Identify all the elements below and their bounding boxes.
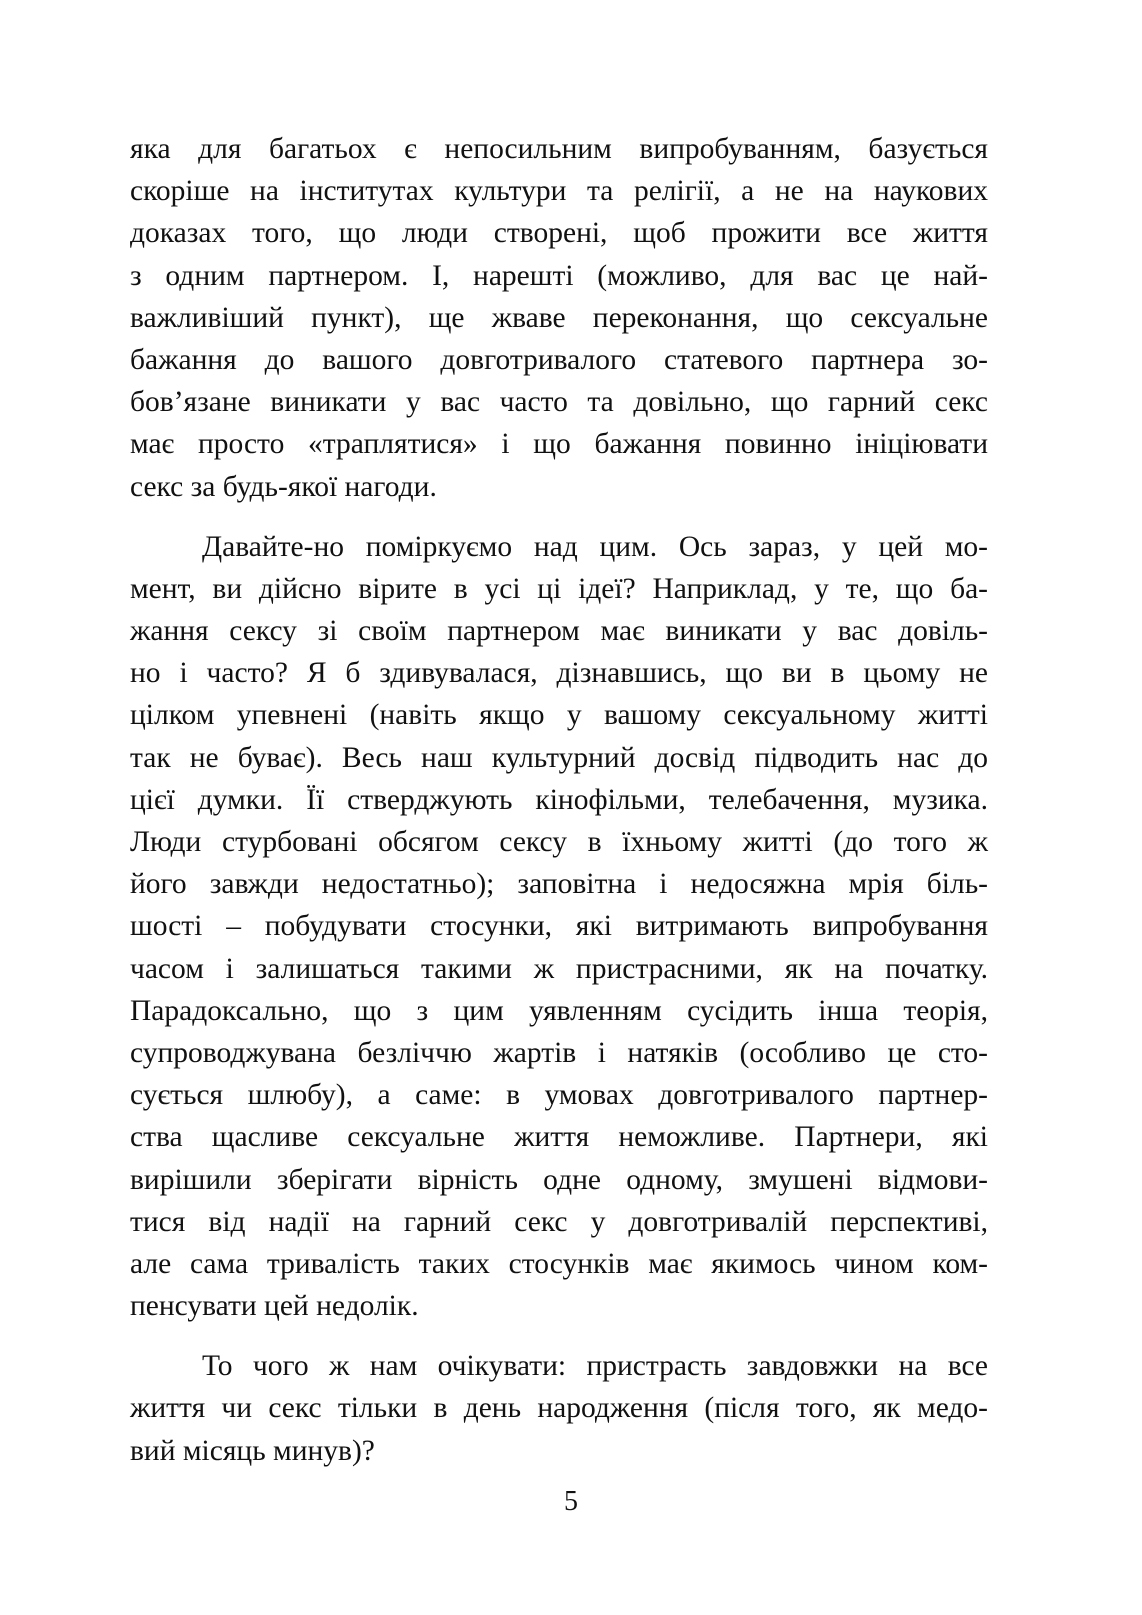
text-line: вирішили зберігати вірність одне одному, змушені відмови- bbox=[130, 1163, 988, 1196]
text-line: бов’язане виникати у вас часто та довільно, що гарний секс bbox=[130, 386, 988, 419]
text-line: але сама тривалість таких стосунків має якимось чином ком- bbox=[130, 1247, 988, 1280]
text-line: бажання до вашого довготривалого статевого партнера зо- bbox=[130, 343, 988, 376]
text-line: жання сексу зі своїм партнером має виникати у вас довіль- bbox=[130, 615, 988, 648]
text-line: доказах того, що люди створені, щоб прожити все життя bbox=[130, 217, 988, 250]
text-line: так не буває). Весь наш культурний досвід підводить нас до bbox=[130, 741, 988, 774]
text-line: сується шлюбу), а саме: в умовах довготривалого партнер- bbox=[130, 1079, 988, 1112]
text-line: яка для багатьох є непосильним випробуванням, базується bbox=[130, 133, 988, 165]
text-line: має просто «траплятися» і що бажання повинно ініціювати bbox=[130, 428, 988, 461]
text-line: Люди стурбовані обсягом сексу в їхньому житті (до того ж bbox=[130, 826, 988, 858]
text-line: ства щасливе сексуальне життя неможливе. Партнери, які bbox=[130, 1121, 988, 1154]
text-line: Давайте-но поміркуємо над цим. Ось зараз, у цей мо- bbox=[202, 530, 988, 563]
text-line: пенсувати цей недолік. bbox=[130, 1290, 419, 1323]
page-number: 5 bbox=[564, 1486, 578, 1517]
text-line: супроводжувана безліччю жартів і натяків (особливо це сто- bbox=[130, 1036, 988, 1069]
paragraph-1 bbox=[130, 128, 988, 508]
paragraph-3 bbox=[130, 1345, 988, 1472]
text-line: секс за будь-якої нагоди. bbox=[130, 470, 437, 503]
text-line: з одним партнером. І, нарешті (можливо, для вас це най- bbox=[130, 259, 988, 292]
paragraph-gap bbox=[130, 1327, 988, 1345]
page-body-text bbox=[130, 128, 988, 1472]
text-line: мент, ви дійсно вірите в усі ці ідеї? Наприклад, у те, що ба- bbox=[130, 572, 988, 605]
text-line: Парадоксально, що з цим уявленням сусідить інша теорія, bbox=[130, 994, 988, 1027]
text-line: цієї думки. Її стверджують кінофільми, телебачення, музика. bbox=[130, 783, 988, 816]
paragraph-2 bbox=[130, 526, 988, 1328]
text-line: То чого ж нам очікувати: пристрасть завдовжки на все bbox=[202, 1350, 988, 1383]
text-line: життя чи секс тільки в день народження (після того, як медо- bbox=[130, 1392, 988, 1425]
text-line: шості – побудувати стосунки, які витримають випробування bbox=[130, 910, 988, 943]
text-line: його завжди недостатньо); заповітна і недосяжна мрія біль- bbox=[130, 868, 988, 901]
text-line: вий місяць минув)? bbox=[130, 1434, 375, 1467]
text-line: часом і залишаться такими ж пристрасними, як на початку. bbox=[130, 952, 988, 985]
text-line: цілком упевнені (навіть якщо у вашому сексуальному житті bbox=[130, 699, 988, 732]
paragraph-gap bbox=[130, 508, 988, 526]
text-line: но і часто? Я б здивувалася, дізнавшись, що ви в цьому не bbox=[130, 657, 988, 690]
text-line: скоріше на інститутах культури та релігії, а не на наукових bbox=[130, 175, 988, 208]
text-line: тися від надії на гарний секс у довготривалій перспективі, bbox=[130, 1205, 988, 1238]
text-line: важливіший пункт), ще жваве переконання, що сексуальне bbox=[130, 301, 988, 334]
